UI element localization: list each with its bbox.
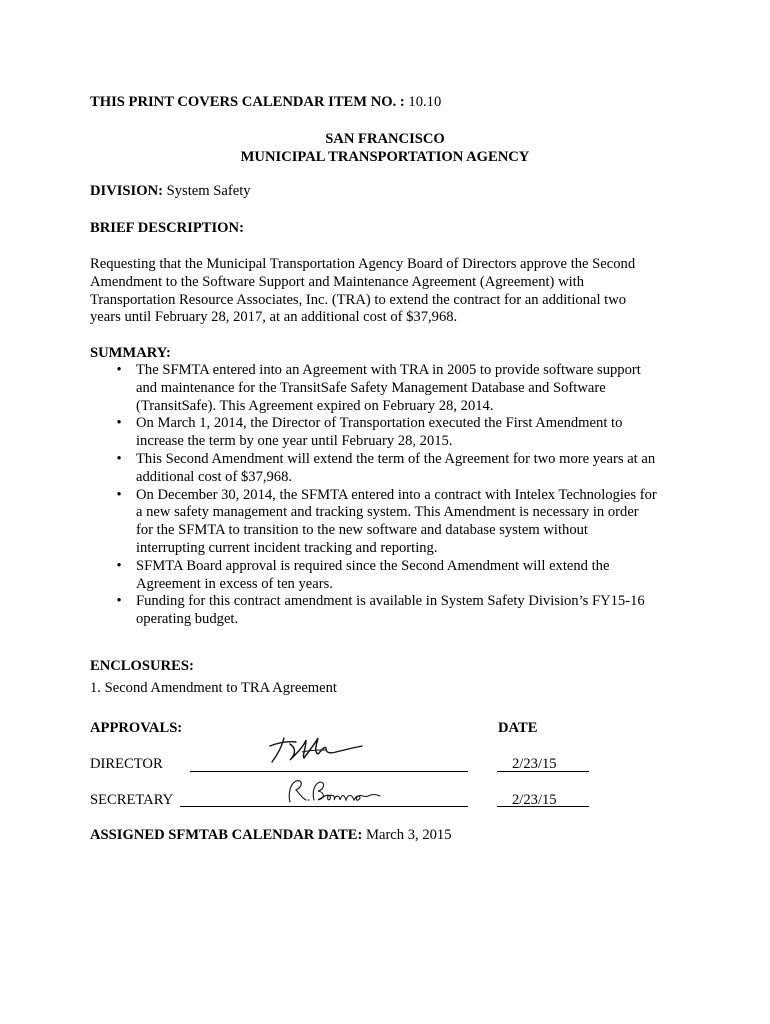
summary-line: SFMTA Board approval is required since the Second Amendment will extend the (136, 557, 610, 574)
summary-item (112, 487, 692, 558)
summary-item (112, 558, 692, 594)
bullet-icon: • (116, 415, 122, 432)
summary-list (112, 362, 692, 629)
date-heading: DATE (498, 720, 538, 736)
summary-line: On March 1, 2014, the Director of Transportation executed the First Amendment to (136, 415, 623, 432)
summary-item (112, 593, 692, 629)
calendar-item-line (90, 94, 441, 112)
calendar-item-number: 10.10 (408, 94, 442, 110)
brief-line: Requesting that the Municipal Transportation Agency Board of Directors approve the Second (90, 256, 636, 272)
director-signature-icon (266, 732, 366, 766)
brief-description-heading: BRIEF DESCRIPTION: (90, 220, 244, 236)
calendar-item-label: THIS PRINT COVERS CALENDAR ITEM NO. : (90, 94, 405, 110)
summary-heading: SUMMARY: (90, 345, 171, 361)
secretary-label: SECRETARY (90, 792, 174, 808)
summary-line: increase the term by one year until February 28, 2015. (136, 433, 453, 450)
assigned-calendar-date-value: March 3, 2015 (365, 827, 452, 843)
bullet-icon: • (116, 557, 122, 574)
summary-line: additional cost of $37,968. (136, 468, 293, 485)
director-signature-line (190, 771, 468, 772)
summary-line: Agreement in excess of ten years. (136, 575, 333, 592)
director-label: DIRECTOR (90, 756, 163, 772)
director-date-line (497, 771, 589, 772)
assigned-calendar-date-label: ASSIGNED SFMTAB CALENDAR DATE: (90, 827, 363, 843)
enclosures-heading: ENCLOSURES: (90, 658, 194, 674)
division-label: DIVISION: (90, 183, 163, 199)
summary-line: operating budget. (136, 611, 239, 628)
brief-line: years until February 28, 2017, at an additional cost of $37,968. (90, 309, 458, 326)
brief-line: Amendment to the Software Support and Maintenance Agreement (Agreement) with (90, 273, 585, 290)
bullet-icon: • (116, 486, 122, 503)
agency-line-2: MUNICIPAL TRANSPORTATION AGENCY (240, 149, 530, 165)
bullet-icon: • (116, 450, 122, 467)
summary-line: The SFMTA entered into an Agreement with TRA in 2005 to provide software support (136, 362, 641, 378)
summary-line: and maintenance for the TransitSafe Safety Management Database and Software (136, 379, 606, 396)
summary-line: This Second Amendment will extend the term of the Agreement for two more years at an (136, 450, 656, 467)
summary-line: Funding for this contract amendment is available in System Safety Division’s FY15-16 (136, 593, 645, 610)
director-date: 2/23/15 (512, 756, 557, 772)
summary-item (112, 451, 692, 487)
summary-line: a new safety management and tracking system. This Amendment is necessary in order (136, 504, 639, 521)
secretary-signature-image (282, 776, 382, 806)
brief-line: Transportation Resource Associates, Inc. (TRA) to extend the contract for an additional two (90, 291, 627, 308)
division-value: System Safety (166, 183, 251, 199)
secretary-date: 2/23/15 (512, 792, 557, 808)
summary-line: for the SFMTA to transition to the new software and database system without (136, 522, 588, 539)
assigned-calendar-date-line (90, 827, 452, 845)
summary-item (112, 415, 692, 451)
secretary-signature-line (180, 806, 468, 807)
summary-line: (TransitSafe). This Agreement expired on February 28, 2014. (136, 397, 494, 414)
secretary-date-line (497, 806, 589, 807)
summary-line: On December 30, 2014, the SFMTA entered into a contract with Intelex Technologies for (136, 486, 657, 503)
summary-line: interrupting current incident tracking and reporting. (136, 539, 438, 556)
division-line (90, 183, 251, 201)
agency-line-1: SAN FRANCISCO (325, 131, 445, 147)
bullet-icon: • (116, 593, 122, 610)
bullet-icon: • (116, 362, 122, 378)
summary-item (112, 362, 692, 415)
agency-title (0, 130, 770, 166)
brief-description-text (90, 256, 670, 327)
approvals-heading: APPROVALS: (90, 720, 183, 736)
enclosure-item: 1. Second Amendment to TRA Agreement (90, 680, 337, 696)
